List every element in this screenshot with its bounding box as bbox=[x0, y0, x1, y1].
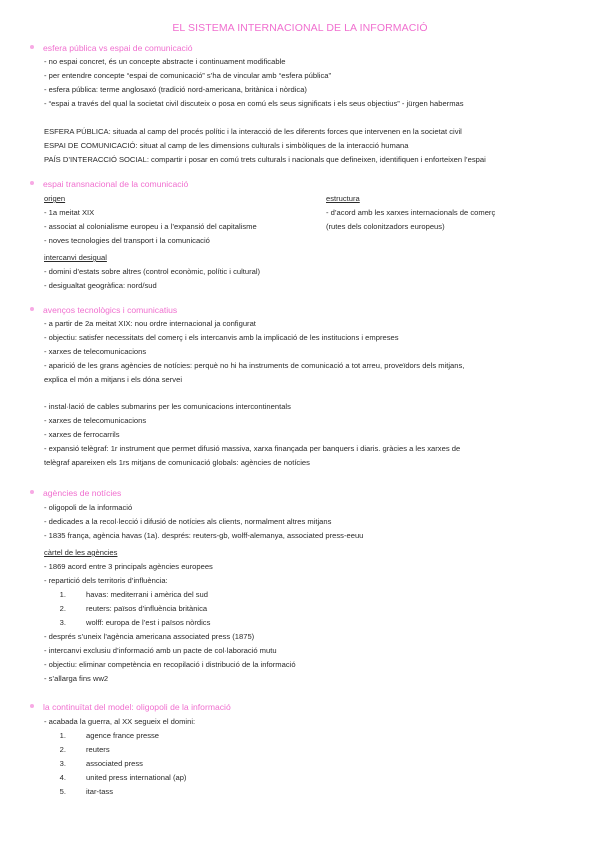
bullet-dot bbox=[30, 307, 34, 311]
text-line: - després s’uneix l’agència americana associated press (1875) bbox=[44, 632, 255, 641]
subheading-cartel: càrtel de les agències bbox=[44, 548, 118, 557]
text-line: - aparició de les grans agències de notícies: perquè no hi ha instruments de comunicació a tot arreu, proveïdors dels mitjans, bbox=[44, 361, 465, 370]
bullet-dot bbox=[30, 490, 34, 494]
list-item: united press international (ap) bbox=[86, 773, 187, 782]
text-line: - acabada la guerra, al XX segueix el domini: bbox=[44, 717, 196, 726]
list-number: 2. bbox=[59, 604, 66, 613]
page-title: EL SISTEMA INTERNACIONAL DE LA INFORMACIÓ bbox=[172, 22, 428, 34]
text-line: - instal·lació de cables submarins per les comunicacions intercontinentals bbox=[44, 402, 291, 411]
text-line: - noves tecnologies del transport i la comunicació bbox=[44, 236, 210, 245]
definition-line: ESFERA PÚBLICA: situada al camp del procés polític i la interacció de les diferents forces que intervenen en la societat civil bbox=[44, 127, 462, 136]
text-line: explica el món a mitjans i els dóna servei bbox=[44, 375, 183, 384]
text-line: telègraf apareixen els 1rs mitjans de comunicació globals: agències de notícies bbox=[44, 458, 310, 467]
text-line: - domini d’estats sobre altres (control econòmic, polític i cultural) bbox=[44, 267, 261, 276]
text-line: - xarxes de ferrocarrils bbox=[44, 430, 120, 439]
list-item: reuters bbox=[86, 745, 110, 754]
text-line: - associat al colonialisme europeu i a l’expansió del capitalisme bbox=[44, 222, 257, 231]
text-line: - esfera pública: terme anglosaxó (tradició nord-americana, britànica i nòrdica) bbox=[44, 85, 307, 94]
text-line: - xarxes de telecomunicacions bbox=[44, 416, 147, 425]
text-line: - dedicades a la recol·lecció i difusió de notícies als clients, normalment altres mitjans bbox=[44, 517, 332, 526]
text-line: - objectiu: eliminar competència en recopilació i distribució de la informació bbox=[44, 660, 296, 669]
text-line: - objectiu: satisfer necessitats del comerç i els intercanvis amb la implicació de les institucions i empreses bbox=[44, 333, 399, 342]
bullet-dot bbox=[30, 181, 34, 185]
bullet-dot bbox=[30, 45, 34, 49]
list-item: associated press bbox=[86, 759, 143, 768]
bullet-dot bbox=[30, 704, 34, 708]
text-line: - oligopoli de la informació bbox=[44, 503, 133, 512]
list-item: reuters: països d’influència britànica bbox=[86, 604, 208, 613]
section-heading-avencos: avenços tecnològics i comunicatius bbox=[30, 305, 177, 315]
definition-line: ESPAI DE COMUNICACIÓ: situat al camp de les dimensions culturals i simbòliques de la interacció humana bbox=[44, 141, 409, 150]
text-line: - xarxes de telecomunicacions bbox=[44, 347, 147, 356]
list-number: 1. bbox=[59, 590, 66, 599]
list-number: 1. bbox=[59, 731, 66, 740]
definition-line: PAÍS D’INTERACCIÓ SOCIAL: compartir i posar en comú trets culturals i nacionals que defineixen, identifiquen i enforteixen l’espai bbox=[44, 155, 486, 164]
text-line: - “espai a través del qual la societat civil discuteix o posa en comú els seus significats i els seus objectius” - jürgen habermas bbox=[44, 99, 464, 108]
section-heading-agencies: agències de notícies bbox=[30, 488, 121, 498]
text-line: - repartició dels territoris d’influència: bbox=[44, 576, 168, 585]
list-item: wolff: europa de l’est i països nòrdics bbox=[86, 618, 211, 627]
list-item: havas: mediterrani i amèrica del sud bbox=[86, 590, 208, 599]
text-line: - 1a meitat XIX bbox=[44, 208, 95, 217]
text-line: - expansió telègraf: 1r instrument que permet difusió massiva, xarxa finançada per banquers i diaris. gràcies a les xarxes de bbox=[44, 444, 461, 453]
text-line: - 1869 acord entre 3 principals agències europees bbox=[44, 562, 213, 571]
text-line: - 1835 frança, agència havas (1a). després: reuters-gb, wolff-alemanya, associated press-eeuu bbox=[44, 531, 364, 540]
list-number: 2. bbox=[59, 745, 66, 754]
list-number: 3. bbox=[59, 618, 66, 627]
text-line: - per entendre concepte “espai de comunicació” s’ha de vincular amb “esfera pública” bbox=[44, 71, 332, 80]
text-line: - d’acord amb les xarxes internacionals de comerç bbox=[326, 208, 496, 217]
list-item: itar-tass bbox=[86, 787, 114, 796]
text-line: - desigualtat geogràfica: nord/sud bbox=[44, 281, 157, 290]
text-line: - a partir de 2a meitat XIX: nou ordre internacional ja configurat bbox=[44, 319, 256, 328]
text-line: (rutes dels colonitzadors europeus) bbox=[326, 222, 445, 231]
section-heading-esfera: esfera pública vs espai de comunicació bbox=[30, 43, 193, 53]
section-heading-continuitat: la continuïtat del model: oligopoli de la informació bbox=[30, 702, 231, 712]
text-line: - s’allarga fins ww2 bbox=[44, 674, 109, 683]
text-line: - intercanvi exclusiu d’informació amb un pacte de col·laboració mutu bbox=[44, 646, 277, 655]
subheading-estructura: estructura bbox=[326, 194, 360, 203]
subheading-intercanvi: intercanvi desigual bbox=[44, 253, 107, 262]
list-number: 3. bbox=[59, 759, 66, 768]
list-item: agence france presse bbox=[86, 731, 160, 740]
text-line: - no espai concret, és un concepte abstracte i continuament modificable bbox=[44, 57, 286, 66]
subheading-origen: origen bbox=[44, 194, 66, 203]
list-number: 4. bbox=[59, 773, 66, 782]
list-number: 5. bbox=[59, 787, 66, 796]
section-heading-espai-transnacional: espai transnacional de la comunicació bbox=[30, 179, 188, 189]
